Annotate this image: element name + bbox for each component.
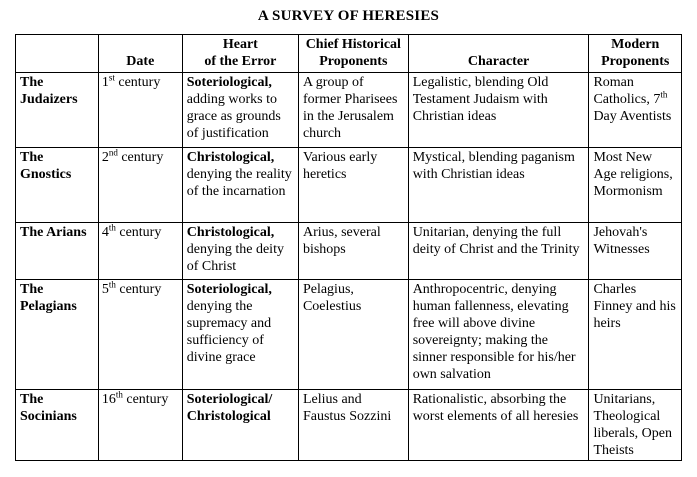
page-title: A SURVEY OF HERESIES xyxy=(257,8,440,24)
heresy-name-line1: The xyxy=(20,282,44,297)
heresy-character: Mystical, blending paganism with Christian ideas xyxy=(408,148,589,223)
heresy-date xyxy=(98,223,182,280)
modern-text: Charles Finney and his heirs xyxy=(593,282,676,331)
heresy-proponents: Various early heretics xyxy=(298,148,408,223)
header-proponents-line2: Proponents xyxy=(319,54,388,69)
heresy-character: Unitarian, denying the full deity of Christ and the Trinity xyxy=(408,223,589,280)
date-number: 16 xyxy=(101,392,116,407)
heresy-heart xyxy=(182,280,298,390)
modern-text-rest: Day Aventists xyxy=(593,109,672,124)
heresy-proponents: A group of former Pharisees in the Jerusalem church xyxy=(298,73,408,148)
heresy-date xyxy=(98,280,182,390)
heart-category: Christological, xyxy=(186,150,275,165)
heresy-name-line2: Judaizers xyxy=(20,92,78,107)
date-ordinal: st xyxy=(108,72,115,83)
heresy-proponents: Lelius and Faustus Sozzini xyxy=(298,390,408,461)
table-row xyxy=(16,73,682,148)
table-row xyxy=(16,280,682,390)
heresy-character: Anthropocentric, denying human fallenness, elevating free will above divine sovereignty; making the sinner responsible for his/her own salvation xyxy=(408,280,589,390)
modern-text: Jehovah's Witnesses xyxy=(593,225,650,257)
heresy-date xyxy=(98,148,182,223)
date-ordinal: th xyxy=(108,279,116,290)
heresy-name-line1: The Arians xyxy=(20,225,87,240)
date-number: 1 xyxy=(101,75,109,90)
date-number: 2 xyxy=(101,150,109,165)
header-date xyxy=(98,35,182,73)
heresy-name xyxy=(16,73,99,148)
header-proponents-line1: Chief Historical xyxy=(305,37,401,52)
header-character xyxy=(408,35,589,73)
heresy-character: Rationalistic, absorbing the worst elements of all heresies xyxy=(408,390,589,461)
heart-category: Soteriological, xyxy=(186,282,272,297)
header-modern xyxy=(589,35,682,73)
heresy-modern xyxy=(589,390,682,461)
date-number: 4 xyxy=(101,225,109,240)
heresy-modern xyxy=(589,280,682,390)
heresy-name-line2: Socinians xyxy=(20,409,77,424)
heart-category: Soteriological/ Christological xyxy=(186,392,273,424)
header-heart-line2: of the Error xyxy=(204,54,277,69)
heresy-name xyxy=(16,148,99,223)
heart-description: denying the deity of Christ xyxy=(186,242,284,274)
date-rest: century xyxy=(115,282,162,297)
heresy-date xyxy=(98,390,182,461)
heart-description: adding works to grace as grounds of justification xyxy=(186,92,281,141)
header-proponents xyxy=(298,35,408,73)
heresy-modern xyxy=(589,148,682,223)
modern-text: Unitarians, Theological liberals, Open Theists xyxy=(593,392,672,458)
date-ordinal: nd xyxy=(108,147,118,158)
header-heart-line1: Heart xyxy=(222,37,258,52)
date-rest: century xyxy=(114,75,161,90)
header-character-label: Character xyxy=(467,54,530,69)
modern-text: Roman Catholics, 7 xyxy=(593,75,661,107)
date-rest: century xyxy=(115,225,162,240)
heresy-heart xyxy=(182,148,298,223)
heresy-modern xyxy=(589,223,682,280)
date-rest: century xyxy=(122,392,169,407)
modern-ordinal: th xyxy=(660,89,668,100)
header-heart xyxy=(182,35,298,73)
heresy-name-line2: Gnostics xyxy=(20,167,72,182)
heresy-name-line1: The xyxy=(20,75,44,90)
heresy-name xyxy=(16,280,99,390)
heresy-name-line1: The xyxy=(20,392,44,407)
heresy-name-line2: Pelagians xyxy=(20,299,77,314)
header-row xyxy=(16,35,682,73)
heart-description: denying the supremacy and sufficiency of divine grace xyxy=(186,299,272,365)
heart-category: Soteriological, xyxy=(186,75,272,90)
date-rest: century xyxy=(117,150,164,165)
heresy-proponents: Arius, several bishops xyxy=(298,223,408,280)
heresy-name xyxy=(16,390,99,461)
modern-text: Most New Age religions, Mormonism xyxy=(593,150,673,199)
heresies-table xyxy=(15,34,682,461)
heresy-heart xyxy=(182,223,298,280)
heresy-modern xyxy=(589,73,682,148)
heresy-character: Legalistic, blending Old Testament Judaism with Christian ideas xyxy=(408,73,589,148)
table-row xyxy=(16,223,682,280)
heart-description: denying the reality of the incarnation xyxy=(186,167,292,199)
date-ordinal: th xyxy=(108,222,116,233)
heresy-name xyxy=(16,223,99,280)
heresy-date xyxy=(98,73,182,148)
header-modern-line2: Proponents xyxy=(601,54,670,69)
header-date-label: Date xyxy=(126,54,155,69)
header-name xyxy=(16,35,99,73)
date-number: 5 xyxy=(101,282,109,297)
date-ordinal: th xyxy=(115,389,123,400)
header-modern-line1: Modern xyxy=(611,37,660,52)
heresy-heart xyxy=(182,73,298,148)
table-row xyxy=(16,390,682,461)
heart-category: Christological, xyxy=(186,225,275,240)
heresy-name-line1: The xyxy=(20,150,44,165)
heresy-proponents: Pelagius, Coelestius xyxy=(298,280,408,390)
heresy-heart xyxy=(182,390,298,461)
table-row xyxy=(16,148,682,223)
